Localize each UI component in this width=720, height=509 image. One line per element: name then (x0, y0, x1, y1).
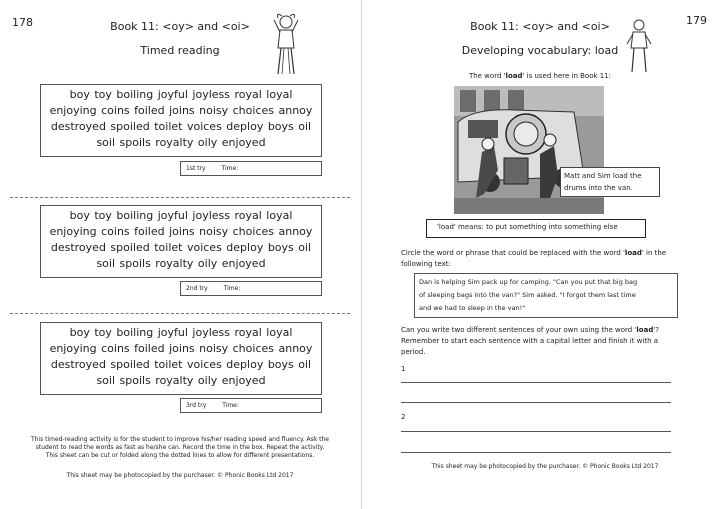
quote-line: of sleeping bags into the van?" Sim asked. "I forgot them last time (419, 291, 636, 299)
word-line: destroyed spoiled toilet voices deploy boys oil (50, 358, 312, 371)
word-line: boy toy boiling joyful joyless royal loyal (69, 88, 293, 101)
word-line: enjoying coins foiled joins noisy choices annoy (49, 104, 313, 117)
word-line: soil spoils royalty oily enjoyed (96, 374, 266, 387)
sentences-prefix: Can you write two different sentences of your own using the word ' (401, 326, 637, 334)
sentences-instructions (401, 325, 696, 358)
right-subtitle: Developing vocabulary: load (461, 44, 619, 57)
time-label: Time: (221, 165, 239, 172)
line-number-1: 1 (401, 365, 406, 373)
caption-line: drums into the van. (564, 184, 633, 192)
word-box-1 (40, 84, 322, 157)
caption-line: Matt and Sim load the (564, 172, 642, 180)
instruction-line: student to read the words as fast as he/she can. Record the time in the box. Repeat the activity. (35, 444, 325, 451)
writing-line[interactable] (401, 452, 671, 453)
writing-line[interactable] (401, 402, 671, 403)
footer-left: This sheet may be photocopied by the purchaser. © Phonic Books Ltd 2017 (66, 472, 294, 479)
right-title: Book 11: <oy> and <oi> (470, 20, 610, 33)
left-subtitle: Timed reading (140, 44, 220, 57)
boy-illustration-right (624, 16, 654, 74)
sentences-line3: period. (401, 348, 426, 356)
try-box-3 (180, 398, 322, 413)
word-line: destroyed spoiled toilet voices deploy boys oil (50, 241, 312, 254)
word-line: soil spoils royalty oily enjoyed (96, 136, 266, 149)
intro-word: load (505, 72, 523, 80)
word-line: enjoying coins foiled joins noisy choices annoy (49, 342, 313, 355)
circle-line2: following text: (401, 260, 451, 268)
page-number-left: 178 (12, 16, 33, 29)
word-box-2 (40, 205, 322, 278)
intro-suffix: ' is used here in Book 11: (522, 72, 612, 80)
circle-instructions (401, 248, 691, 270)
sentences-word: load (636, 326, 654, 334)
circle-suffix: ' in the (641, 249, 667, 257)
sentences-suffix: '? (653, 326, 659, 334)
try-box-2 (180, 281, 322, 296)
try-box-1 (180, 161, 322, 176)
word-line: boy toy boiling joyful joyless royal loyal (69, 326, 293, 339)
footer-right: This sheet may be photocopied by the purchaser. © Phonic Books Ltd 2017 (431, 463, 659, 470)
time-label: Time: (223, 285, 241, 292)
left-title: Book 11: <oy> and <oi> (110, 20, 250, 33)
picture-caption (560, 167, 660, 197)
boy-illustration (268, 10, 304, 78)
word-line: boy toy boiling joyful joyless royal loyal (69, 209, 293, 222)
page-number-right: 179 (686, 14, 707, 27)
try-label: 3rd try (186, 402, 207, 409)
instruction-line: This timed-reading activity is for the student to improve his/her reading speed and fluency. Ask the (30, 436, 330, 443)
writing-line[interactable] (401, 382, 671, 383)
meaning-box: 'load' means: to put something into something else (426, 219, 646, 238)
try-label: 2nd try (186, 285, 208, 292)
line-number-2: 2 (401, 413, 406, 421)
word-line: destroyed spoiled toilet voices deploy boys oil (50, 120, 312, 133)
word-line: soil spoils royalty oily enjoyed (96, 257, 266, 270)
time-label: Time: (222, 402, 239, 409)
circle-prefix: Circle the word or phrase that could be replaced with the word ' (401, 249, 625, 257)
word-box-3 (40, 322, 322, 395)
sentences-line2: Remember to start each sentence with a capital letter and finish it with a (401, 337, 659, 345)
cut-line-2 (10, 313, 350, 314)
intro-text (420, 72, 660, 80)
try-label: 1st try (186, 165, 206, 172)
quote-line: and we had to sleep in the van!" (419, 304, 526, 312)
quote-line: Dan is helping Sim pack up for camping. "Can you put that big bag (419, 278, 638, 286)
writing-line[interactable] (401, 431, 671, 432)
cut-line-1 (10, 197, 350, 198)
instruction-line: This sheet can be cut or folded along the dotted lines to allow for different presentations. (45, 452, 315, 459)
intro-prefix: The word ' (468, 72, 506, 80)
quote-box (414, 273, 678, 318)
instructions (20, 436, 340, 460)
word-line: enjoying coins foiled joins noisy choices annoy (49, 225, 313, 238)
circle-word: load (624, 249, 642, 257)
